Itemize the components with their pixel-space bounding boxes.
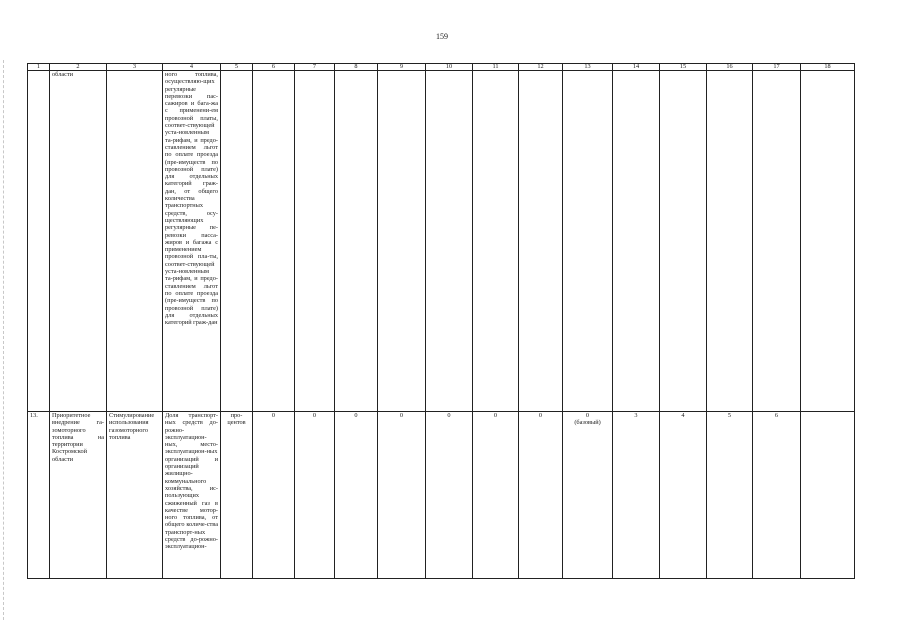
header-cell: 18: [801, 64, 855, 71]
cell-value: 0: [473, 412, 519, 579]
cell-value: 0: [378, 412, 426, 579]
cell-project: Приоритетное внедрение га-зомоторного топлива на территории Костромской области: [50, 412, 107, 579]
cell-value: [378, 71, 426, 412]
cell-value: [473, 71, 519, 412]
cell-value: 0: [426, 412, 473, 579]
cell-value: 5: [707, 412, 753, 579]
header-cell: 1: [28, 64, 50, 71]
table-row-continued: [28, 71, 855, 412]
cell-number: [28, 71, 50, 412]
cell-task: Стимулирование использования газомоторного топлива: [107, 412, 163, 579]
cell-value: [707, 71, 753, 412]
cell-value: 6: [753, 412, 801, 579]
cell-number: 13.: [28, 412, 50, 579]
header-cell: 4: [163, 64, 221, 71]
page-number: 159: [436, 32, 448, 41]
base-value-note: (базовый): [574, 419, 601, 427]
header-cell: 5: [221, 64, 253, 71]
header-cell: 10: [426, 64, 473, 71]
cell-value: [801, 412, 855, 579]
cell-unit: [221, 71, 253, 412]
cell-value: [253, 71, 295, 412]
column-number-row: [28, 64, 855, 71]
header-cell: 8: [335, 64, 378, 71]
cell-value: 0: [519, 412, 563, 579]
cell-indicator: ного топлива, осуществляю-щих регулярные перевозки пас-сажиров и бага-жа с применени-ем провозной платы, соответ-ствующей уста-новленным та-рифам, и предо-ставлением льгот по оплате проезда (пре-имуществ по провозной плате) для отдельных категорий граж-дан, от общего количества транспортных средств, осу-ществляющих регулярные пе-ревозки пасса-жиров и багажа с применением провозной пла-ты, соответ-ствующей уста-новленным та-рифам, и предо-ставлением льгот по оплате проезда (пре-имуществ по провозной плате) для отдельных категорий граж-дан: [163, 71, 221, 412]
cell-value: [660, 71, 707, 412]
cell-value: 0: [335, 412, 378, 579]
cell-value: [335, 71, 378, 412]
cell-value: [563, 71, 613, 412]
cell-value: 4: [660, 412, 707, 579]
header-cell: 3: [107, 64, 163, 71]
header-cell: 9: [378, 64, 426, 71]
cell-value: [613, 71, 660, 412]
header-cell: 6: [253, 64, 295, 71]
cell-value: [426, 71, 473, 412]
cell-task: [107, 71, 163, 412]
header-cell: 12: [519, 64, 563, 71]
header-cell: 14: [613, 64, 660, 71]
cell-unit: про-центов: [221, 412, 253, 579]
cell-region: области: [50, 71, 107, 412]
cell-indicator: Доля транспорт-ных средств до-рожно-эксплуатацион-ных, место-эксплуатацион-ных организаций и организаций жилищно-коммунального хозяйства, ис-пользующих сжиженный газ в качестве мотор-ного топлива, от общего количе-ства транспорт-ных средств до-рожно-эксплуатацион-: [163, 412, 221, 579]
header-cell: 11: [473, 64, 519, 71]
cell-base-value: [563, 412, 613, 579]
table-row-13: [28, 412, 855, 579]
cell-value: [801, 71, 855, 412]
cell-value: 0: [295, 412, 335, 579]
cell-value: 0: [253, 412, 295, 579]
header-cell: 17: [753, 64, 801, 71]
cell-value: [295, 71, 335, 412]
header-cell: 7: [295, 64, 335, 71]
indicators-table: [27, 63, 855, 579]
base-value: 0: [585, 412, 590, 419]
binding-edge-line: [3, 60, 4, 620]
header-cell: 13: [563, 64, 613, 71]
cell-value: 3: [613, 412, 660, 579]
header-cell: 16: [707, 64, 753, 71]
cell-value: [519, 71, 563, 412]
header-cell: 15: [660, 64, 707, 71]
cell-value: [753, 71, 801, 412]
header-cell: 2: [50, 64, 107, 71]
